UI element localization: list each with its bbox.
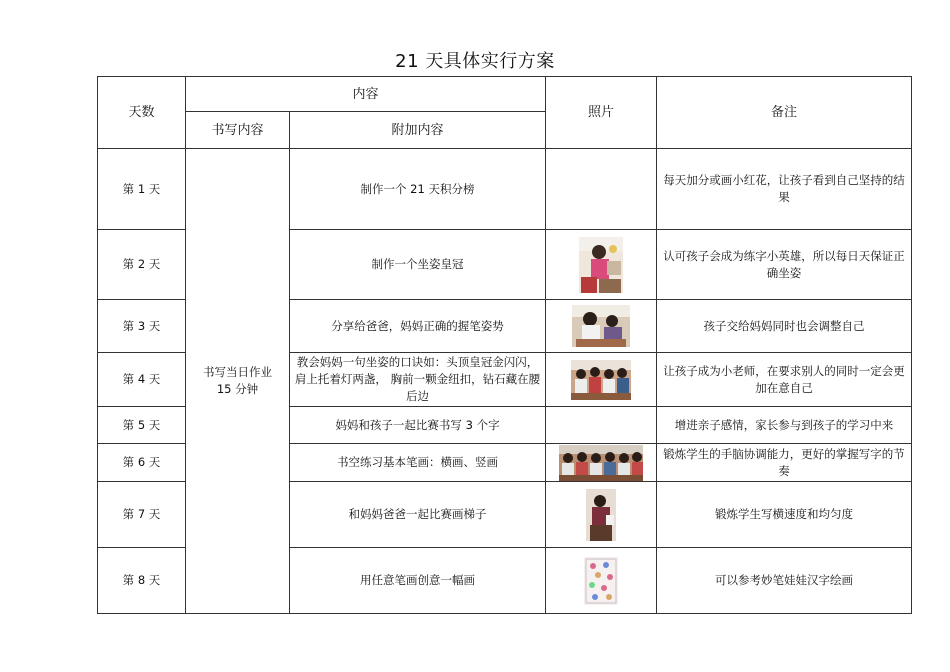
photo-cell [546, 149, 657, 230]
note-cell: 锻炼学生的手脑协调能力，更好的掌握写字的节奏 [657, 444, 912, 482]
header-note: 备注 [657, 77, 912, 149]
photo-cell [546, 548, 657, 614]
header-writing: 书写内容 [186, 112, 290, 149]
note-cell: 锻炼学生写横速度和均匀度 [657, 482, 912, 548]
photo-classroom [571, 360, 631, 400]
photo-cell [546, 444, 657, 482]
extra-cell: 和妈妈爸爸一起比赛画梯子 [290, 482, 546, 548]
photo-crown-child [579, 237, 623, 293]
extra-cell: 用任意笔画创意一幅画 [290, 548, 546, 614]
day-cell: 第 5 天 [98, 407, 186, 444]
day-cell: 第 8 天 [98, 548, 186, 614]
photo-cell [546, 482, 657, 548]
writing-content-cell [186, 149, 290, 614]
note-cell: 可以参考妙笔娃娃汉字绘画 [657, 548, 912, 614]
extra-cell: 分享给爸爸，妈妈正确的握笔姿势 [290, 300, 546, 353]
day-cell: 第 3 天 [98, 300, 186, 353]
day-cell: 第 6 天 [98, 444, 186, 482]
extra-cell: 制作一个坐姿皇冠 [290, 230, 546, 300]
extra-cell: 教会妈妈一句坐姿的口诀如：头顶皇冠金闪闪，肩上托着灯两盏， 胸前一颗金纽扣，钻石藏在腰后边 [290, 353, 546, 407]
header-row [98, 77, 912, 112]
photo-cell [546, 300, 657, 353]
writing-content-line: 15 分钟 [216, 382, 259, 396]
note-cell: 认可孩子会成为练字小英雄，所以每日天保证正确坐姿 [657, 230, 912, 300]
photo-cell [546, 230, 657, 300]
extra-cell: 制作一个 21 天积分榜 [290, 149, 546, 230]
page-title: 21 天具体实行方案 [395, 51, 555, 72]
writing-content-line: 书写当日作业 [203, 365, 272, 379]
table-row [98, 149, 912, 230]
header-content: 内容 [186, 77, 546, 112]
photo-ladder-drawing [586, 489, 616, 541]
photo-cell [546, 407, 657, 444]
note-cell: 增进亲子感情，家长参与到孩子的学习中来 [657, 407, 912, 444]
day-cell: 第 4 天 [98, 353, 186, 407]
extra-cell: 书空练习基本笔画：横画、竖画 [290, 444, 546, 482]
plan-table [97, 76, 912, 614]
note-cell: 让孩子成为小老师，在要求别人的同时一定会更加在意自己 [657, 353, 912, 407]
extra-cell: 妈妈和孩子一起比赛书写 3 个字 [290, 407, 546, 444]
header-photo: 照片 [546, 77, 657, 149]
photo-air-writing [559, 445, 643, 481]
header-days: 天数 [98, 77, 186, 149]
header-extra: 附加内容 [290, 112, 546, 149]
note-cell: 孩子交给妈妈同时也会调整自己 [657, 300, 912, 353]
photo-stroke-art [584, 557, 618, 605]
day-cell: 第 1 天 [98, 149, 186, 230]
photo-pen-grip [572, 305, 630, 347]
day-cell: 第 7 天 [98, 482, 186, 548]
photo-cell [546, 353, 657, 407]
day-cell: 第 2 天 [98, 230, 186, 300]
note-cell: 每天加分或画小红花，让孩子看到自己坚持的结果 [657, 149, 912, 230]
